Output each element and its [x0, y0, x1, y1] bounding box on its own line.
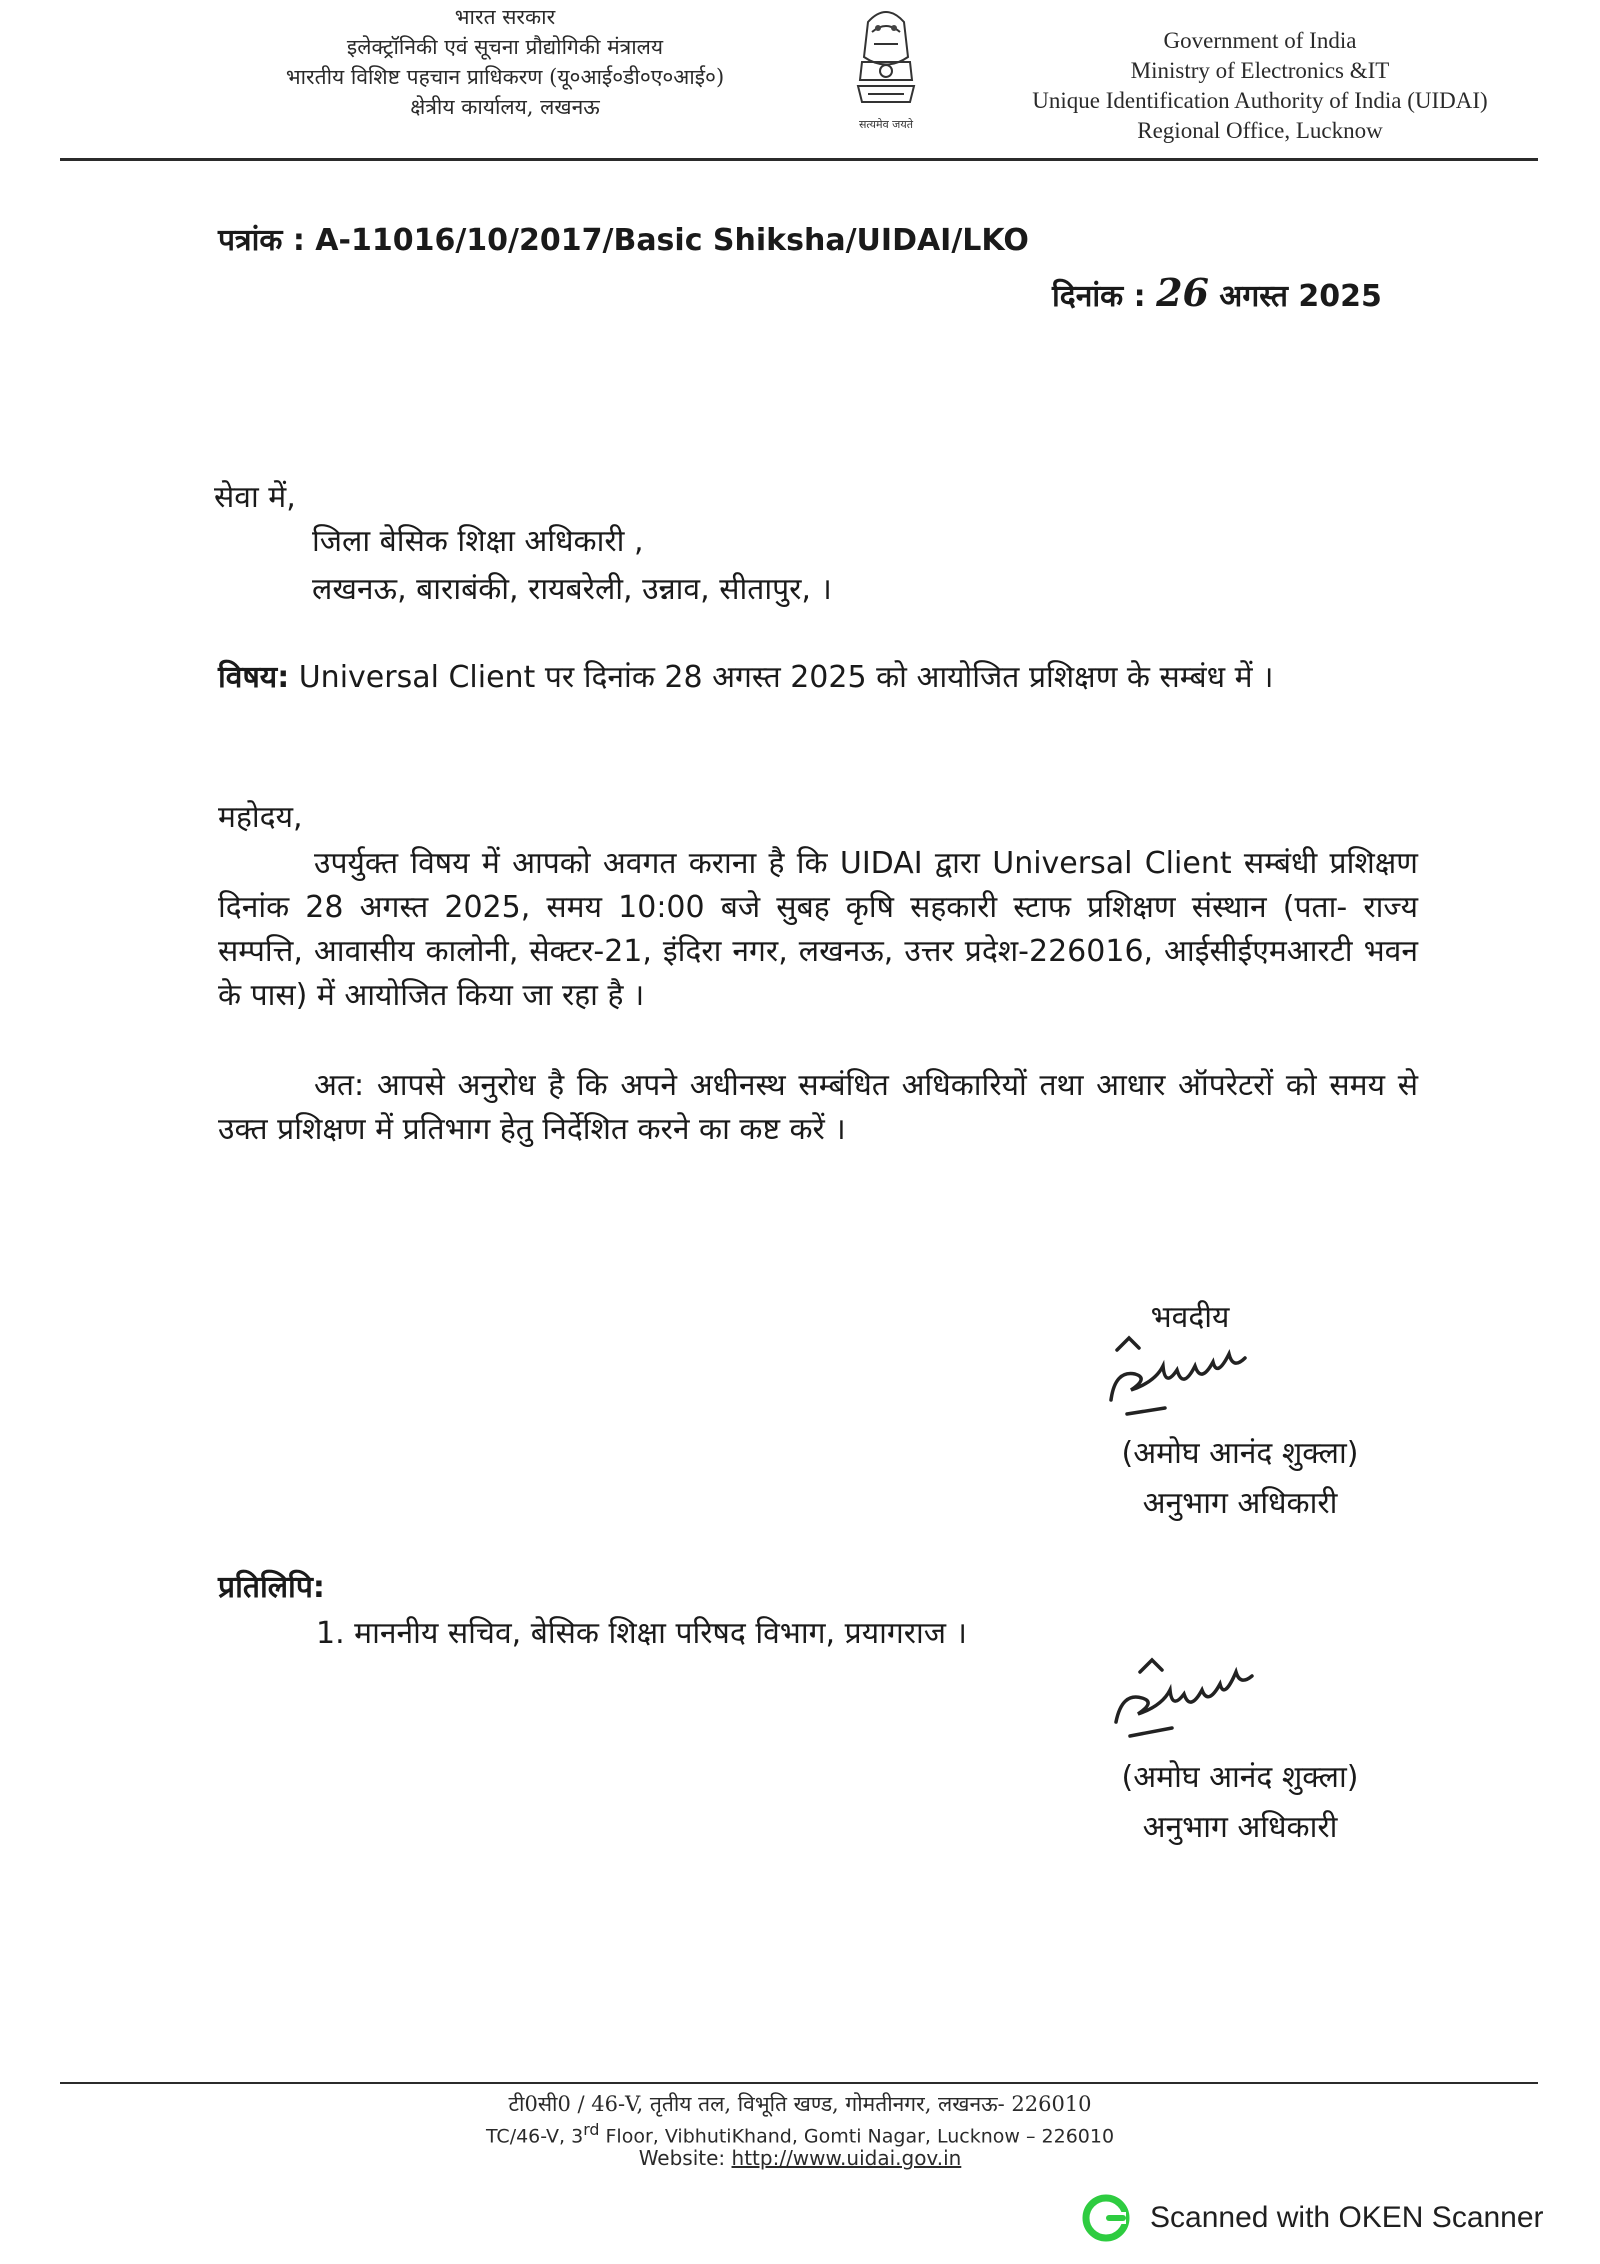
header-english-line-2: Ministry of Electronics &IT: [1130, 58, 1390, 83]
date-day-handwritten: 26: [1156, 270, 1209, 315]
signatory-2-name: (अमोघ आनंद शुक्ला): [1121, 1760, 1359, 1795]
salutation: महोदय,: [218, 800, 303, 835]
footer-address-suffix: Floor, VibhutiKhand, Gomti Nagar, Lucknow – 226010: [599, 2125, 1115, 2148]
footer-divider: [60, 2082, 1538, 2084]
paragraph-2: अत: आपसे अनुरोध है कि अपने अधीनस्थ सम्बंधित अधिकारियों तथा आधार ऑपरेटरों को समय से उक्त प्रशिक्षण में प्रतिभाग हेतु निर्देशित करने का कष्ट करें ।: [218, 1068, 1418, 1147]
header-english-block: [990, 26, 1530, 146]
subject-text: Universal Client पर दिनांक 28 अगस्त 2025 को आयोजित प्रशिक्षण के सम्बंध में ।: [289, 660, 1274, 695]
scanner-badge-text: Scanned with OKEN Scanner: [1150, 2201, 1544, 2234]
signatory-1-designation: अनुभाग अधिकारी: [1142, 1486, 1338, 1521]
emblem-motto: सत्यमेव जयते: [858, 118, 914, 131]
date-month-year: अगस्त 2025: [1219, 279, 1382, 314]
subject-line: [218, 656, 1458, 700]
website-link[interactable]: http://www.uidai.gov.in: [731, 2146, 962, 2170]
footer-address-prefix: TC/46-V, 3: [485, 2125, 584, 2148]
header-english-line-1: Government of India: [1163, 28, 1357, 53]
signature-1-image: [1105, 1330, 1255, 1424]
date-label: दिनांक :: [1052, 279, 1146, 314]
footer-address-hindi: टी0सी0 / 46-V, तृतीय तल, विभूति खण्ड, गोमतीनगर, लखनऊ- 226010: [508, 2092, 1092, 2116]
addressee-line-1: जिला बेसिक शिक्षा अधिकारी ,: [312, 524, 644, 559]
footer-address-sup: rd: [583, 2120, 600, 2139]
oken-scanner-logo-icon: [1082, 2194, 1130, 2242]
header-hindi-line-1: भारत सरकार: [454, 5, 556, 29]
header-divider: [60, 158, 1538, 161]
letter-date: [1052, 270, 1382, 315]
scanner-badge: [1082, 2194, 1544, 2242]
footer-website: [300, 2146, 1300, 2170]
national-emblem-icon: [838, 2, 934, 140]
addressee-line-2: लखनऊ, बाराबंकी, रायबरेली, उन्नाव, सीतापुर, ।: [312, 572, 832, 607]
closing: भवदीय: [1150, 1300, 1230, 1335]
header-hindi-line-2: इलेक्ट्रॉनिकी एवं सूचना प्रौद्योगिकी मंत्रालय: [346, 35, 664, 59]
copy-to-label: प्रतिलिपि:: [218, 1570, 325, 1605]
header-english-line-3: Unique Identification Authority of India (UIDAI): [1032, 88, 1488, 113]
signatory-1-name: (अमोघ आनंद शुक्ला): [1121, 1436, 1359, 1471]
website-label: Website:: [638, 2146, 732, 2170]
header-hindi-block: [200, 2, 810, 122]
header-english-line-4: Regional Office, Lucknow: [1137, 118, 1383, 143]
paragraph-1: उपर्युक्त विषय में आपको अवगत कराना है कि UIDAI द्वारा Universal Client सम्बंधी प्रशिक्षण दिनांक 28 अगस्त 2025, समय 10:00 बजे सुबह कृषि सहकारी स्टाफ प्रशिक्षण संस्थान (पता- राज्य सम्पत्ति, आवासीय कालोनी, सेक्टर-21, इंदिरा नगर, लखनऊ, उत्तर प्रदेश-226016, आईसीईएमआरटी भवन के पास) में आयोजित किया जा रहा है ।: [218, 846, 1418, 1013]
signature-2-image: [1110, 1650, 1260, 1744]
signatory-2-designation: अनुभाग अधिकारी: [1142, 1810, 1338, 1845]
header-hindi-line-4: क्षेत्रीय कार्यालय, लखनऊ: [410, 95, 600, 119]
copy-to-item-1: 1. माननीय सचिव, बेसिक शिक्षा परिषद विभाग, प्रयागराज ।: [316, 1616, 967, 1651]
subject-label: विषय:: [218, 660, 290, 695]
footer-address-english: [300, 2120, 1300, 2147]
reference-number: पत्रांक : A-11016/10/2017/Basic Shiksha/UIDAI/LKO: [218, 223, 1029, 258]
header-hindi-line-3: भारतीय विशिष्ट पहचान प्राधिकरण (यू०आई०डी०ए०आई०): [285, 65, 725, 89]
salutation-to: सेवा में,: [214, 480, 296, 515]
